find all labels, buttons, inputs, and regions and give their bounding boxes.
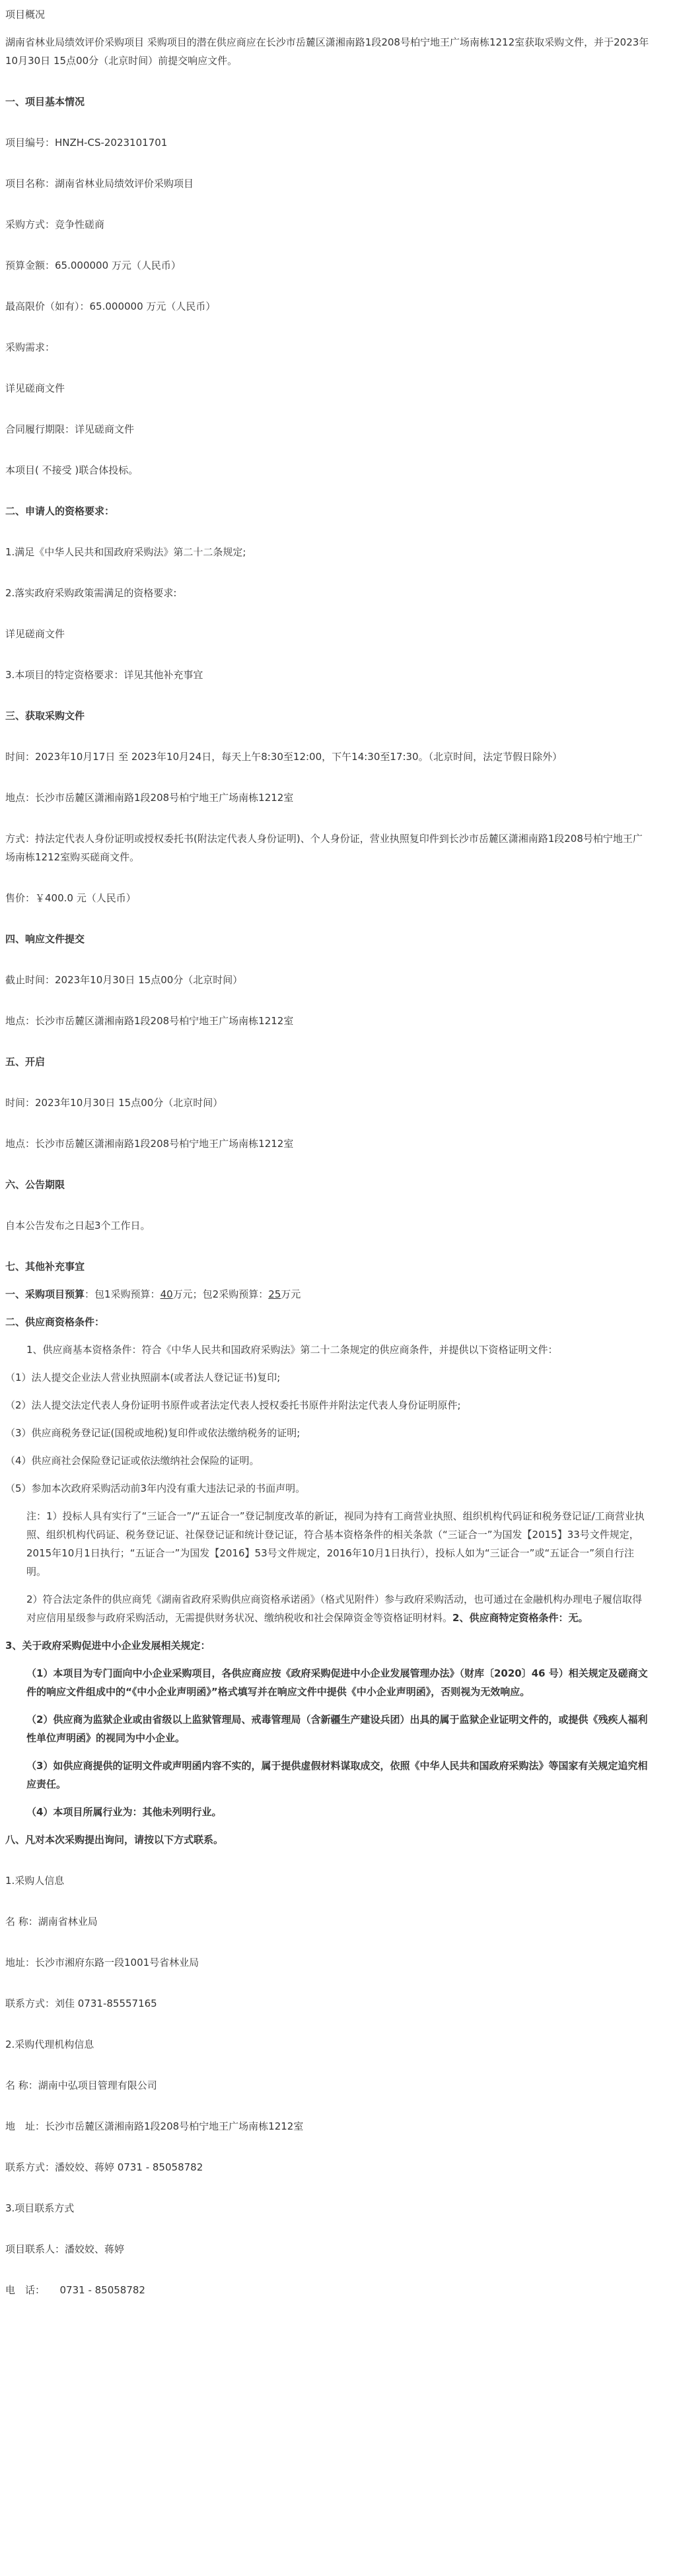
budget-amount: 预算金额：65.000000 万元（人民币） — [5, 260, 181, 271]
agent-contact: 联系方式：潘姣姣、蒋婷 0731 - 85058782 — [5, 2161, 203, 2173]
package-budget-pre: ：包1采购预算： — [85, 1288, 160, 1300]
section-1-title: 一、项目基本情况 — [5, 96, 85, 108]
section-6-title: 六、公告期限 — [5, 1179, 65, 1191]
requirement-1: 1.满足《中华人民共和国政府采购法》第二十二条规定; — [5, 546, 246, 558]
opening-place: 地点：长沙市岳麓区潇湘南路1段208号柏宁地王广场南栋1212室 — [5, 1138, 294, 1150]
buyer-info-title: 1.采购人信息 — [5, 1875, 65, 1887]
overview-text: 湖南省林业局绩效评价采购项目 采购项目的潜在供应商应在长沙市岳麓区潇湘南路1段208号柏宁地王广场南栋1212室获取采购文件，并于2023年10月30日 15点00分（北京时间）前提交响应文件。 — [5, 36, 649, 67]
condition-item-2: （2）法人提交法定代表人身份证明书原件或者法定代表人授权委托书原件并附法定代表人身份证明原件; — [5, 1399, 461, 1411]
buyer-name: 名 称：湖南省林业局 — [5, 1916, 98, 1928]
requirement-3: 3.本项目的特定资格要求：详见其他补充事宜 — [5, 669, 203, 681]
package-1-budget: 40 — [160, 1288, 173, 1300]
package-budget-post: 万元 — [281, 1288, 301, 1300]
project-contact-phone: 电 话： 0731 - 85058782 — [5, 2284, 145, 2296]
package-budget-label: 一、采购项目预算 — [5, 1288, 85, 1300]
contract-period: 合同履行期限：详见磋商文件 — [5, 423, 135, 435]
agent-name: 名 称：湖南中弘项目管理有限公司 — [5, 2079, 157, 2091]
overview-title: 项目概况 — [5, 9, 46, 20]
section-3-title: 三、获取采购文件 — [5, 710, 85, 722]
section-5-title: 五、开启 — [5, 1056, 46, 1068]
max-price: 最高限价（如有）：65.000000 万元（人民币） — [5, 300, 216, 312]
requirement-2-detail: 详见磋商文件 — [5, 628, 65, 640]
document-price: 售价：￥400.0 元（人民币） — [5, 892, 136, 904]
requirement-2: 2.落实政府采购政策需满足的资格要求: — [5, 587, 177, 599]
notice-period: 自本公告发布之日起3个工作日。 — [5, 1220, 151, 1232]
project-contact-title: 3.项目联系方式 — [5, 2202, 75, 2214]
condition-item-4: （4）供应商社会保险登记证或依法缴纳社会保险的证明。 — [5, 1455, 260, 1467]
package-budget-mid: 万元；包2采购预算： — [172, 1288, 269, 1300]
project-contact-person: 项目联系人：潘姣姣、蒋婷 — [5, 2243, 125, 2255]
package-budget — [5, 1285, 651, 1304]
obtain-way: 方式：持法定代表人身份证明或授权委托书(附法定代表人身份证明)、个人身份证，营业执照复印件到长沙市岳麓区潇湘南路1段208号柏宁地王广场南栋1212室购买磋商文件。 — [5, 833, 643, 863]
section-2-title: 二、申请人的资格要求： — [5, 505, 115, 517]
procurement-needs-detail: 详见磋商文件 — [5, 382, 65, 394]
submit-place: 地点：长沙市岳麓区潇湘南路1段208号柏宁地王广场南栋1212室 — [5, 1015, 294, 1027]
obtain-time: 时间：2023年10月17日 至 2023年10月24日，每天上午8:30至12:00，下午14:30至17:30。（北京时间，法定节假日除外） — [5, 751, 563, 763]
section-4-title: 四、响应文件提交 — [5, 933, 85, 945]
basic-condition: 1、供应商基本资格条件：符合《中华人民共和国政府采购法》第二十二条规定的供应商条件，并提供以下资格证明文件： — [26, 1344, 558, 1356]
condition-item-3: （3）供应商税务登记证(国税或地税)复印件或依法缴纳税务的证明; — [5, 1427, 301, 1439]
sme-rule-4: （4）本项目所属行业为：其他未列明行业。 — [26, 1806, 222, 1818]
procurement-method: 采购方式：竞争性磋商 — [5, 219, 105, 230]
three-in-one-note: 注：1）投标人具有实行了“三证合一”/“五证合一”登记制度改革的新证，视同为持有工商营业执照、组织机构代码证和税务登记证/工商营业执照、组织机构代码证、税务登记证、社保登记证和统计登记证，符合基本资格条件的相关条款（“三证合一”为国发【2015】33号文件规定，2015年10月1日执行；“五证合一”为国发【2016】53号文件规定，2016年10月1日执行），投标人如为“三证合一”或“五证合一”须自行注明。 — [26, 1510, 645, 1578]
project-name: 项目名称：湖南省林业局绩效评价采购项目 — [5, 178, 194, 190]
agent-info-title: 2.采购代理机构信息 — [5, 2038, 94, 2050]
credit-note-text: 2）符合法定条件的供应商凭《湖南省政府采购供应商资格承诺函》（格式见附件）参与政府采购活动，也可通过在金融机构办理电子履信取得对应信用星级参与政府采购活动，无需提供财务状况、缴纳税收和社会保障资金等资格证明材料。 — [26, 1593, 643, 1624]
sme-title: 3、关于政府采购促进中小企业发展相关规定： — [5, 1640, 211, 1652]
buyer-address: 地址：长沙市湘府东路一段1001号省林业局 — [5, 1957, 199, 1968]
buyer-contact: 联系方式：刘佳 0731-85557165 — [5, 1998, 157, 2009]
section-8-title: 八、凡对本次采购提出询问，请按以下方式联系。 — [5, 1834, 224, 1846]
obtain-place: 地点：长沙市岳麓区潇湘南路1段208号柏宁地王广场南栋1212室 — [5, 792, 294, 804]
sme-rule-3: （3）如供应商提供的证明文件或声明函内容不实的，属于提供虚假材料谋取成交，依照《中华人民共和国政府采购法》等国家有关规定追究相应责任。 — [26, 1760, 648, 1790]
agent-address: 地 址：长沙市岳麓区潇湘南路1段208号柏宁地王广场南栋1212室 — [5, 2120, 304, 2132]
section-7-title: 七、其他补充事宜 — [5, 1261, 85, 1272]
supplier-conditions-title: 二、供应商资格条件： — [5, 1316, 105, 1328]
credit-note — [5, 1590, 651, 1627]
opening-time: 时间：2023年10月30日 15点00分（北京时间） — [5, 1097, 223, 1109]
consortium-note: 本项目( 不接受 )联合体投标。 — [5, 464, 139, 476]
procurement-needs: 采购需求： — [5, 341, 55, 353]
condition-item-5: （5）参加本次政府采购活动前3年内没有重大违法记录的书面声明。 — [5, 1482, 306, 1494]
package-2-budget: 25 — [268, 1288, 281, 1300]
sme-rule-2: （2）供应商为监狱企业或由省级以上监狱管理局、戒毒管理局（含新疆生产建设兵团）出具的属于监狱企业证明文件的，或提供《残疾人福利性单位声明函》的视同为中小企业。 — [26, 1714, 648, 1744]
project-number: 项目编号：HNZH-CS-2023101701 — [5, 137, 168, 149]
special-condition: 2、供应商特定资格条件：无。 — [452, 1612, 588, 1624]
condition-item-1: （1）法人提交企业法人营业执照副本(或者法人登记证书)复印; — [5, 1372, 281, 1383]
submit-deadline: 截止时间：2023年10月30日 15点00分（北京时间） — [5, 974, 243, 986]
sme-rule-1: （1）本项目为专门面向中小企业采购项目，各供应商应按《政府采购促进中小企业发展管理办法》（财库〔2020〕46 号）相关规定及磋商文件的响应文件组成中的“《中小企业声明函》”格式填写并在响应文件中提供《中小企业声明函》，否则视为无效响应。 — [26, 1667, 648, 1698]
